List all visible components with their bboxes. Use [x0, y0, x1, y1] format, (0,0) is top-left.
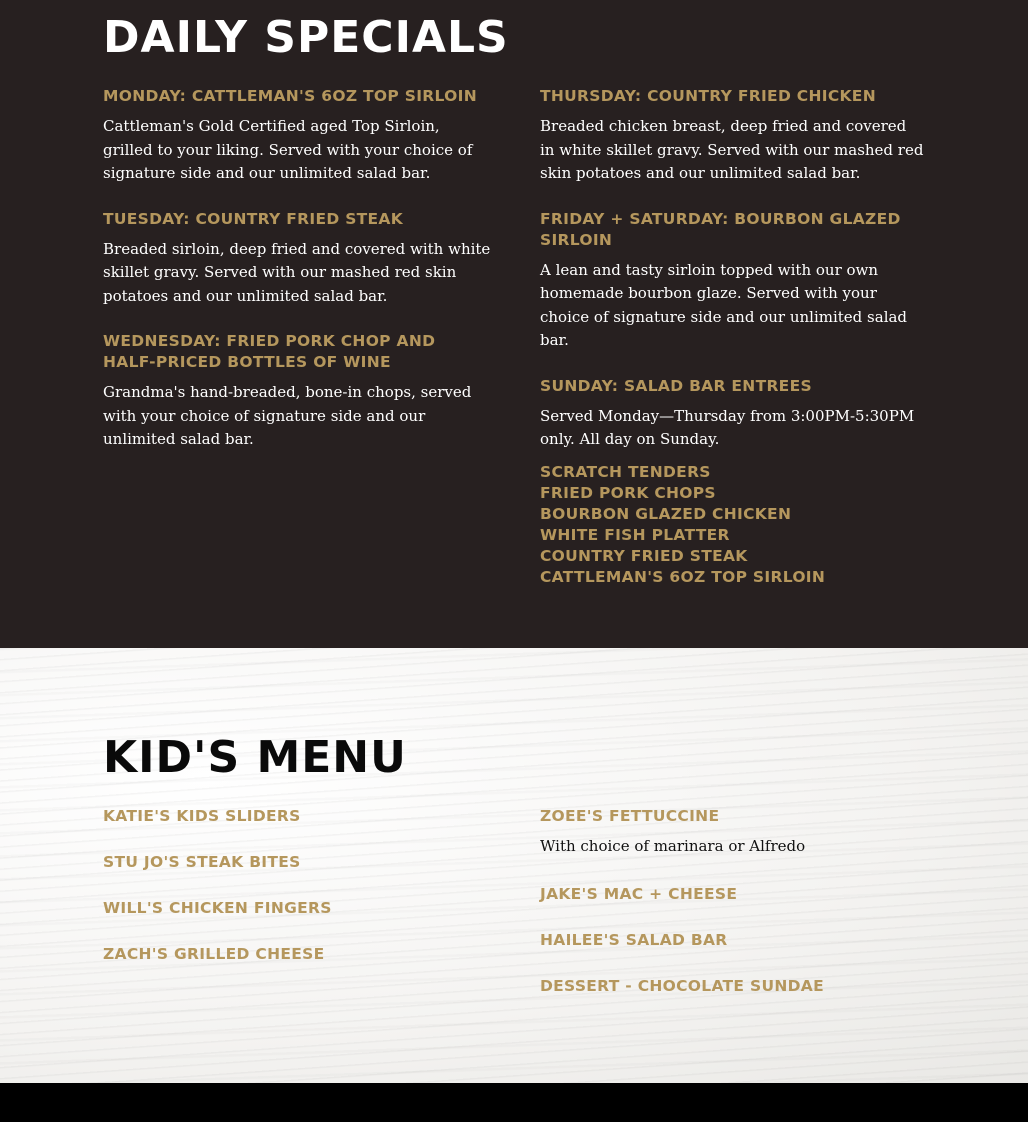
special-description: Served Monday—Thursday from 3:00PM-5:30PM only. All day on Sunday.: [540, 406, 915, 448]
list-item: WHITE FISH PLATTER: [540, 525, 730, 544]
kids-item-title: STU JO'S STEAK BITES: [103, 853, 301, 871]
special-title: MONDAY: CATTLEMAN'S 6OZ TOP SIRLOIN: [103, 87, 477, 105]
special-title: FRIDAY + SATURDAY: BOURBON GLAZED SIRLOIN: [540, 209, 901, 249]
kids-item-title: KATIE'S KIDS SLIDERS: [103, 807, 301, 825]
kids-item-title: DESSERT - CHOCOLATE SUNDAE: [540, 976, 824, 995]
kids-item-description: With choice of marinara or Alfredo: [540, 837, 806, 855]
special-description: Breaded sirloin, deep fried and covered with white skillet gravy. Served with our mashed red skin potatoes and our unlimited salad bar.: [103, 239, 491, 305]
special-description: A lean and tasty sirloin topped with our own homemade bourbon glaze. Served with your choice of signature side and our unlimited salad bar.: [540, 260, 908, 349]
kids-item-title: JAKE'S MAC + CHEESE: [540, 884, 738, 903]
kids-right-column: [540, 806, 925, 1022]
special-title: SUNDAY: SALAD BAR ENTREES: [540, 376, 812, 395]
kids-item: [103, 944, 493, 965]
specials-right-column: [540, 86, 925, 588]
list-item: FRIED PORK CHOPS: [540, 483, 716, 502]
kids-menu-title: KID'S MENU: [103, 732, 407, 783]
special-description: Grandma's hand-breaded, bone-in chops, served with your choice of signature side and our unlimited salad bar.: [103, 383, 472, 448]
kids-item: [540, 976, 925, 997]
kids-item: [103, 898, 493, 919]
kids-item-title: ZOEE'S FETTUCCINE: [540, 807, 720, 825]
page-footer-bar: [0, 1083, 1028, 1122]
daily-specials-title: DAILY SPECIALS: [103, 12, 509, 63]
kids-item-title: HAILEE'S SALAD BAR: [540, 930, 728, 949]
special-description: Breaded chicken breast, deep fried and covered in white skillet gravy. Served with our mashed red skin potatoes and our unlimited salad bar.: [540, 117, 924, 182]
kids-item: [540, 930, 925, 951]
kids-item: [103, 806, 493, 827]
list-item: COUNTRY FRIED STEAK: [540, 546, 748, 565]
special-title: TUESDAY: COUNTRY FRIED STEAK: [103, 209, 404, 228]
list-item: SCRATCH TENDERS: [540, 462, 711, 481]
kids-left-column: [103, 806, 493, 990]
special-title: WEDNESDAY: FRIED PORK CHOP AND HALF-PRICED BOTTLES OF WINE: [103, 332, 436, 371]
kids-item-title: ZACH'S GRILLED CHEESE: [103, 945, 325, 963]
salad-bar-entrees-list: [540, 462, 925, 588]
special-item-tuesday: [103, 209, 493, 309]
specials-left-column: [103, 86, 493, 475]
special-description: Cattleman's Gold Certified aged Top Sirloin, grilled to your liking. Served with your choice of signature side and our unlimited salad bar.: [103, 117, 473, 182]
list-item: BOURBON GLAZED CHICKEN: [540, 504, 792, 523]
kids-item-title: WILL'S CHICKEN FINGERS: [103, 899, 332, 917]
kids-menu-section: [0, 648, 1028, 1083]
kids-item: [540, 884, 925, 905]
special-item-monday: [103, 86, 493, 186]
special-item-thursday: [540, 86, 925, 186]
special-item-sunday: [540, 376, 925, 452]
kids-item: [103, 852, 493, 873]
list-item: CATTLEMAN'S 6OZ TOP SIRLOIN: [540, 567, 826, 586]
special-item-friday-saturday: [540, 209, 925, 353]
kids-item: [540, 806, 925, 859]
special-title: THURSDAY: COUNTRY FRIED CHICKEN: [540, 87, 876, 105]
special-item-wednesday: [103, 331, 493, 452]
